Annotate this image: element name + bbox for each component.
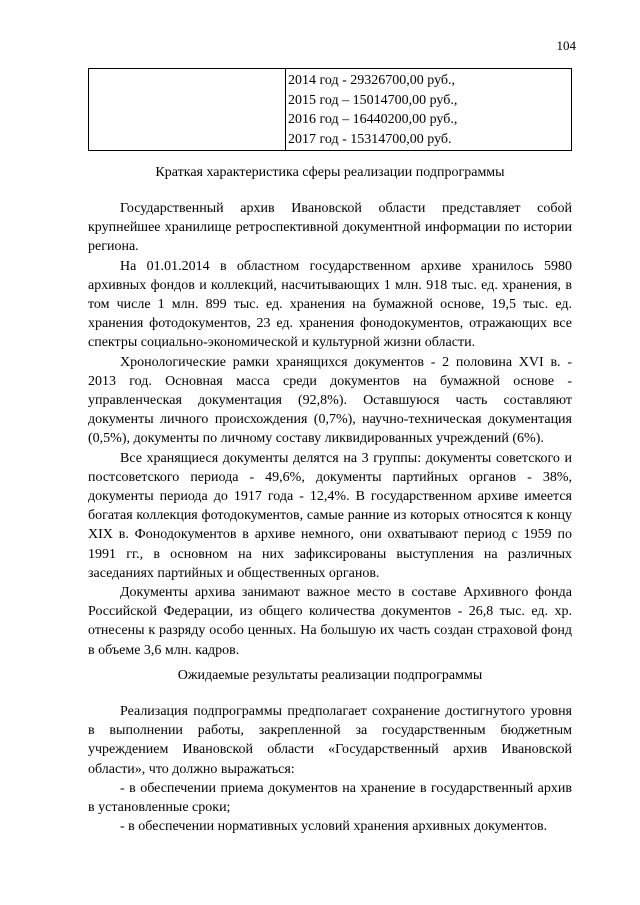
budget-table [88, 68, 572, 151]
section-title-results: Ожидаемые результаты реализации подпрограммы [177, 668, 483, 683]
table-row [89, 69, 572, 151]
paragraph: Документы архива занимают важное место в составе Архивного фонда Российской Федерации, из общего количества документов - 26,8 тыс. ед. хр. отнесены к разряду особо ценных. На большую их часть создан страховой фонд в объеме 3,6 млн. кадров. [88, 585, 572, 658]
section-body-characteristics [88, 199, 572, 660]
budget-line: 2016 год – 16440200,00 руб., [288, 112, 458, 127]
paragraph: Реализация подпрограммы предполагает сохранение достигнутого уровня в выполнении работы, закрепленной за государственным бюджетным учреждением Ивановской области «Государственный архив Ивановской области», что должно выражаться: [88, 704, 572, 777]
table-empty-cell [89, 69, 286, 151]
paragraph: - в обеспечении нормативных условий хранения архивных документов. [120, 819, 548, 835]
paragraph: Все хранящиеся документы делятся на 3 группы: документы советского и постсоветского периода - 49,6%, документы партийных органов - 38%, документы периода до 1917 года - 12,4%. В государственном архиве имеется богатая коллекция фотодокументов, самые ранние из которых относятся к концу XIX в. Фонодокументов в архиве немного, они охватывают период с 1959 по 1991 гг., в основном на них зафиксированы выступления на различных заседаниях партийных и общественных органов. [88, 450, 572, 581]
paragraph: - в обеспечении приема документов на хранение в государственный архив в установленные сроки; [88, 780, 572, 816]
paragraph: На 01.01.2014 в областном государственном архиве хранилось 5980 архивных фондов и коллекций, насчитывающих 1 млн. 918 тыс. ед. хранения, в том числе 1 млн. 899 тыс. ед. хранения на бумажной основе, 19,5 тыс. ед. хранения фотодокументов, 23 ед. хранения фонодокументов, отражающих все спектры социально-экономической и культурной жизни области. [88, 258, 572, 351]
section-title-characteristics: Краткая характеристика сферы реализации подпрограммы [155, 165, 505, 180]
paragraph: Государственный архив Ивановской области представляет собой крупнейшее хранилище ретроспективной документной информации по истории региона. [88, 201, 572, 255]
section-body-results [88, 702, 572, 836]
paragraph: Хронологические рамки хранящихся документов - 2 половина XVI в. - 2013 год. Основная масса среди документов на бумажной основе - управленческая документация (92,8%). Оставшуюся часть составляют документы личного происхождения (0,7%), научно-техническая документация (0,5%), документы по личному составу ликвидированных учреждений (6%). [88, 354, 572, 447]
budget-line: 2014 год - 29326700,00 руб., [288, 73, 456, 88]
page-number: 104 [556, 38, 576, 53]
budget-line: 2015 год – 15014700,00 руб., [288, 92, 458, 108]
budget-line: 2017 год - 15314700,00 руб. [288, 131, 452, 147]
budget-values-cell [286, 69, 572, 151]
